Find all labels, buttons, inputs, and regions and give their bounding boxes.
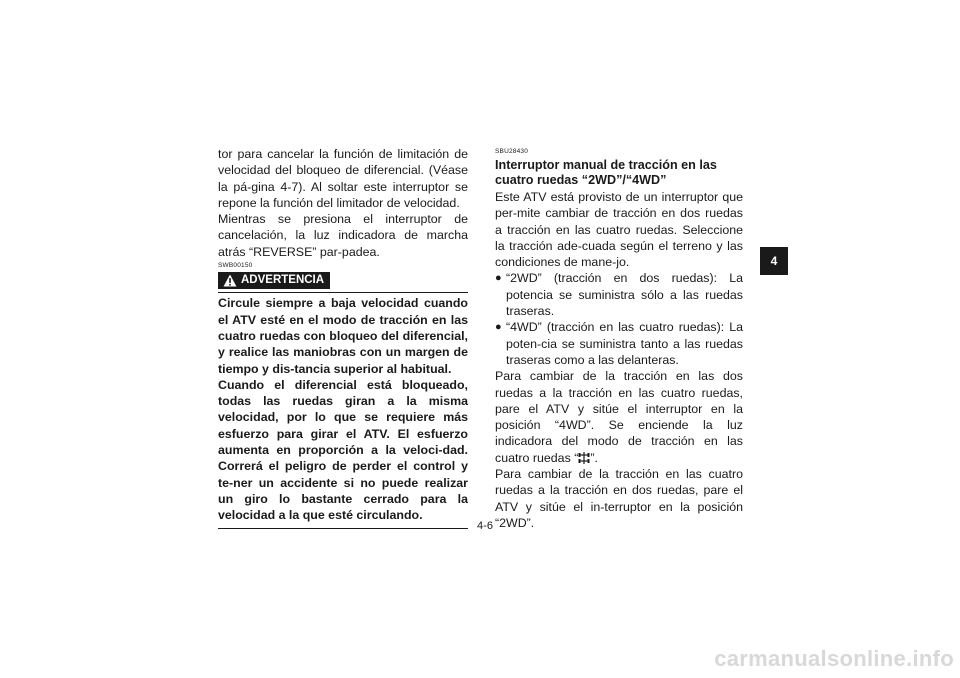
bullet-icon: ● xyxy=(495,272,502,285)
warning-paragraph: Circule siempre a baja velocidad cuando el ATV esté en el modo de tracción en las cuatro ruedas con bloqueo del diferencial, y realice las maniobras con un margen de tiempo y dis-tancia superior al habitual. xyxy=(218,296,468,376)
paragraph: Para cambiar de la tracción en las cuatro ruedas a la tracción en dos ruedas, pare el ATV y sitúe el in-terruptor en la posición “2WD”. xyxy=(495,467,743,530)
section-title: Interruptor manual de tracción en las cuatro ruedas “2WD”/“4WD” xyxy=(495,158,717,187)
list-item xyxy=(495,270,743,319)
warning-body xyxy=(218,295,468,528)
paragraph: Mientras se presiona el interruptor de cancelación, la luz indicadora de marcha atrás “REVERSE” par-padea. xyxy=(218,212,468,259)
section-code: SBU28430 xyxy=(495,148,529,155)
watermark: carmanualsonline.info xyxy=(714,646,954,671)
paragraph: Este ATV está provisto de un interruptor que per-mite cambiar de tracción en dos ruedas a tracción en las cuatro ruedas. Seleccione la tracción ade-cuada según el terreno y las condiciones de mane-jo. xyxy=(495,190,743,270)
warning-header xyxy=(218,272,468,293)
right-column xyxy=(495,146,743,531)
warning-triangle-icon xyxy=(223,274,237,287)
list-item-text: “4WD” (tracción en las cuatro ruedas): La poten-cia se suministra tanto a las ruedas traseras como a las delanteras. xyxy=(506,320,743,367)
list-item xyxy=(495,319,743,368)
bullet-icon: ● xyxy=(495,321,502,334)
warning-label-box xyxy=(218,272,330,289)
list-item-text: “2WD” (tracción en dos ruedas): La potencia se suministra sólo a las ruedas traseras. xyxy=(506,271,743,319)
paragraph-text: ”. xyxy=(590,450,598,465)
left-column xyxy=(218,146,468,529)
warning-code: SWB00150 xyxy=(218,262,253,270)
page-number: 4-6 xyxy=(477,520,493,532)
four-wheel-drive-icon xyxy=(578,451,590,465)
paragraph xyxy=(495,368,743,466)
paragraph: tor para cancelar la función de limitación de velocidad del bloqueo de diferencial. (Véase la pá-gina 4-7). Al soltar este interruptor se repone la función del limitador de velocidad. xyxy=(218,147,468,210)
paragraph-text: Para cambiar de la tracción en las dos ruedas a la tracción en las cuatro ruedas, pare el ATV y sitúe el interruptor en la posición “4WD”. Se enciende la luz indicadora del modo de tracción en las cuatro ruedas “ xyxy=(495,369,743,465)
chapter-tab: 4 xyxy=(760,247,788,275)
warning-label: ADVERTENCIA xyxy=(241,274,325,287)
warning-paragraph: Cuando el diferencial está bloqueado, todas las ruedas giran a la misma velocidad, por lo que se requiere más esfuerzo para girar el ATV. El esfuerzo aumenta en proporción a la veloci-dad. Correrá el peligro de perder el control y te-ner un accidente si no puede realizar un giro lo bastante cerrado para la velocidad a la que esté circulando. xyxy=(218,377,468,523)
